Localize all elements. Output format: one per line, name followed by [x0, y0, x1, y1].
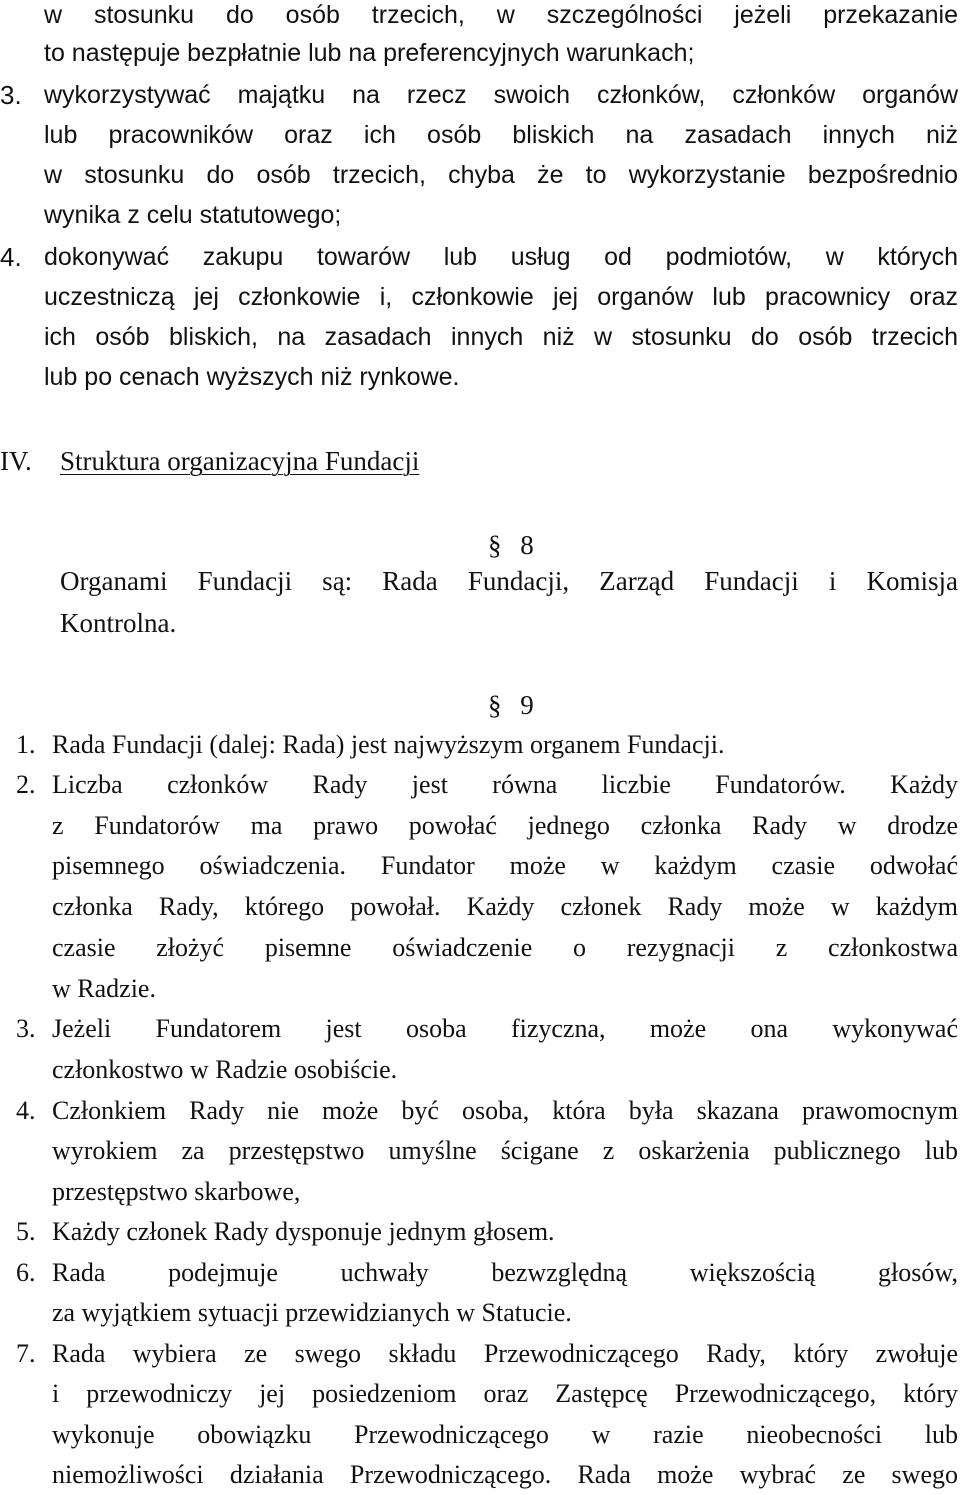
text-line: niemożliwości działania Przewodniczącego. Rada może wybrać ze swego — [52, 1460, 958, 1489]
paragraph-sign — [488, 690, 534, 720]
text-line: wynika z celu statutowego; — [44, 201, 342, 229]
text-line: Rada Fundacji (dalej: Rada) jest najwyższym organem Fundacji. — [52, 730, 725, 759]
text-line: lub po cenach wyższych niż rynkowe. — [44, 363, 460, 391]
text-line: Organami Fundacji są: Rada Fundacji, Zarząd Fundacji i Komisja — [60, 566, 958, 596]
text-line: pisemnego oświadczenia. Fundator może w każdym czasie odwołać — [52, 851, 958, 880]
text-line: wykonuje obowiązku Przewodniczącego w razie nieobecności lub — [52, 1420, 958, 1449]
list-number: 1. — [16, 730, 36, 759]
text-line: dokonywać zakupu towarów lub usług od podmiotów, w których — [44, 243, 958, 271]
text-line: członkostwo w Radzie osobiście. — [52, 1055, 398, 1084]
text-line: Jeżeli Fundatorem jest osoba fizyczna, może ona wykonywać — [52, 1014, 958, 1043]
text-line: i przewodniczy jej posiedzeniom oraz Zastępcę Przewodniczącego, który — [52, 1379, 958, 1408]
list-number: 6. — [16, 1258, 36, 1287]
section-title: Struktura organizacyjna Fundacji — [60, 446, 420, 476]
list-number: 3. — [16, 1014, 36, 1043]
list-number: 3. — [0, 80, 22, 110]
text-line: przestępstwo skarbowe, — [52, 1177, 301, 1206]
text-line: czasie złożyć pisemne oświadczenie o rezygnacji z członkostwa — [52, 933, 958, 962]
list-number: 4. — [0, 242, 22, 272]
list-number: 7. — [16, 1339, 36, 1368]
text-line: wyrokiem za przestępstwo umyślne ścigane z oskarżenia publicznego lub — [52, 1136, 958, 1165]
text-line: Rada wybiera ze swego składu Przewodniczącego Rady, który zwołuje — [52, 1339, 958, 1368]
text-line: Kontrolna. — [60, 608, 177, 638]
list-number: 4. — [16, 1096, 36, 1125]
text-line: uczestniczą jej członkowie i, członkowie jej organów lub pracownicy oraz — [44, 283, 958, 311]
list-number: 5. — [16, 1217, 36, 1246]
text-line: w Radzie. — [52, 974, 156, 1003]
text-line: Rada podejmuje uchwały bezwzględną większością głosów, — [52, 1258, 958, 1287]
text-line: Każdy członek Rady dysponuje jednym głosem. — [52, 1217, 555, 1246]
text-line: członka Rady, którego powołał. Każdy członek Rady może w każdym — [52, 892, 958, 921]
text-line: Liczba członków Rady jest równa liczbie Fundatorów. Każdy — [52, 770, 958, 799]
text-line: za wyjątkiem sytuacji przewidzianych w Statucie. — [52, 1298, 572, 1327]
text-line: wykorzystywać majątku na rzecz swoich członków, członków organów — [44, 81, 958, 109]
text-line: to następuje bezpłatnie lub na preferencyjnych warunkach; — [44, 39, 695, 67]
section-number: IV. — [0, 446, 32, 476]
text-line: lub pracowników oraz ich osób bliskich na zasadach innych niż — [44, 121, 958, 149]
paragraph-sign — [488, 530, 534, 560]
text-line: z Fundatorów ma prawo powołać jednego członka Rady w drodze — [52, 811, 958, 840]
text-line: ich osób bliskich, na zasadach innych niż w stosunku do osób trzecich — [44, 323, 958, 351]
section-sign: § — [488, 530, 502, 560]
paragraph-number: 9 — [520, 690, 534, 720]
section-sign: § — [488, 690, 502, 720]
text-line: w stosunku do osób trzecich, w szczególności jeżeli przekazanie — [44, 1, 958, 29]
text-line: w stosunku do osób trzecich, chyba że to wykorzystanie bezpośrednio — [44, 161, 958, 189]
text-line: Członkiem Rady nie może być osoba, która była skazana prawomocnym — [52, 1096, 958, 1125]
list-number: 2. — [16, 770, 36, 799]
paragraph-number: 8 — [520, 530, 534, 560]
